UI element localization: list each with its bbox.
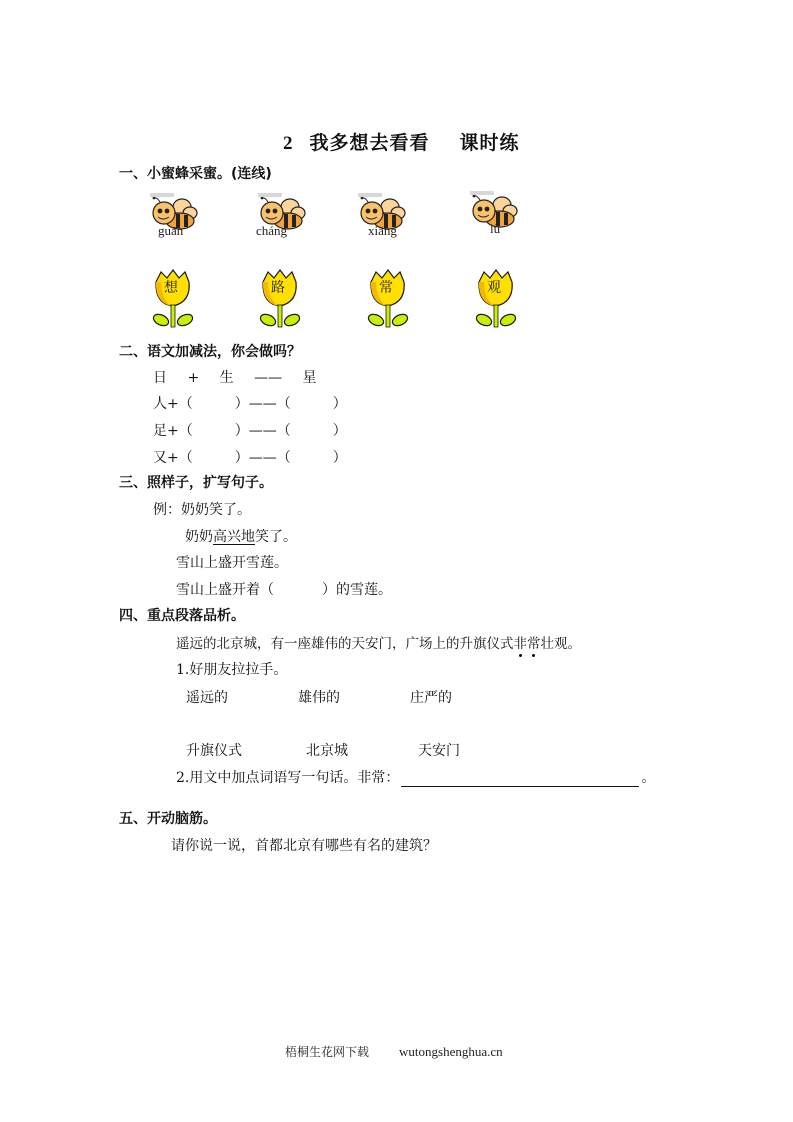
- sentence-blank[interactable]: [176, 579, 392, 599]
- flower-4[interactable]: [474, 268, 524, 330]
- bee-2[interactable]: [256, 193, 308, 241]
- footer: [285, 1043, 503, 1060]
- passage-post: 壮观。: [540, 636, 581, 652]
- dotted-char: 常: [527, 632, 541, 652]
- row-char: 又: [153, 450, 167, 466]
- example-eq: ——: [254, 370, 283, 386]
- row-blanks: +（ ）——（ ）: [167, 450, 347, 466]
- flower-2[interactable]: [258, 268, 308, 330]
- flower-3[interactable]: [366, 268, 416, 330]
- math-row-2[interactable]: [153, 420, 347, 440]
- example-original: 奶奶笑了。: [181, 502, 251, 518]
- row-char: 人: [153, 396, 167, 412]
- noun-2[interactable]: 北京城: [306, 743, 348, 759]
- section-5-question: 请你说一说，首都北京有哪些有名的建筑？: [171, 838, 437, 854]
- question-2-text: 2.用文中加点词语写一句话。非常：: [176, 770, 400, 786]
- footer-url[interactable]: wutongshenghua.cn: [399, 1044, 503, 1059]
- passage: [176, 632, 581, 652]
- row-char: 足: [153, 423, 167, 439]
- adjective-2[interactable]: 雄伟的: [298, 690, 340, 706]
- period: 。: [641, 770, 656, 786]
- page-title: [283, 128, 520, 155]
- question-2: [176, 767, 655, 787]
- expanded-underlined: 高兴地: [213, 529, 255, 545]
- section-3-heading: 三、照样子，扩写句子。: [119, 475, 273, 491]
- example-sentence: [153, 499, 251, 519]
- title-suffix: 课时练: [459, 132, 520, 154]
- row-blanks: +（ ）——（ ）: [167, 396, 347, 412]
- sentence-original: 雪山上盛开雪莲。: [176, 555, 288, 571]
- example-expanded: [185, 526, 297, 546]
- example-result: 星: [302, 370, 317, 386]
- noun-3[interactable]: 天安门: [418, 743, 460, 759]
- bee-pinyin: lù: [490, 221, 501, 236]
- example-op: +: [187, 370, 200, 386]
- flower-1[interactable]: [151, 268, 201, 330]
- adjective-1[interactable]: 遥远的: [186, 690, 228, 706]
- noun-1[interactable]: 升旗仪式: [186, 743, 242, 759]
- bee-4[interactable]: [468, 191, 520, 239]
- section-2-heading: 二、语文加减法，你会做吗？: [119, 344, 301, 360]
- flower-char: 观: [487, 280, 501, 296]
- bee-3[interactable]: [356, 193, 408, 241]
- question-1: 1.好朋友拉拉手。: [176, 662, 288, 678]
- blank-pre: 雪山上盛开着（: [176, 582, 274, 598]
- passage-pre: 遥远的北京城，有一座雄伟的天安门，广场上的升旗仪式: [176, 636, 514, 652]
- answer-line[interactable]: [401, 772, 639, 787]
- flower-char: 路: [271, 280, 285, 296]
- lesson-number: 2: [283, 133, 294, 154]
- dotted-char: 非: [514, 632, 528, 652]
- adjective-3[interactable]: 庄严的: [410, 690, 452, 706]
- flower-char: 常: [379, 280, 393, 296]
- bee-1[interactable]: [148, 193, 200, 241]
- row-blanks: +（ ）——（ ）: [167, 423, 347, 439]
- footer-site-name: 梧桐生花网下载: [285, 1045, 370, 1059]
- example-a: 日: [153, 370, 167, 386]
- expanded-pre: 奶奶: [185, 529, 213, 545]
- expanded-post: 笑了。: [255, 529, 297, 545]
- example-b: 生: [219, 370, 234, 386]
- section-4-heading: 四、重点段落品析。: [119, 608, 245, 624]
- math-row-1[interactable]: [153, 393, 347, 413]
- math-example: [153, 367, 317, 387]
- math-row-3[interactable]: [153, 447, 347, 467]
- section-5-heading: 五、开动脑筋。: [119, 811, 217, 827]
- example-label: 例：: [153, 502, 181, 518]
- blank-post: ）的雪莲。: [322, 582, 392, 598]
- lesson-name: 我多想去看看: [309, 132, 430, 154]
- section-1-heading: 一、小蜜蜂采蜜。(连线): [119, 166, 272, 182]
- bee-pinyin: xiǎng: [368, 223, 397, 238]
- flower-char: 想: [164, 280, 178, 296]
- bee-pinyin: guān: [158, 223, 184, 238]
- bee-pinyin: cháng: [256, 223, 288, 238]
